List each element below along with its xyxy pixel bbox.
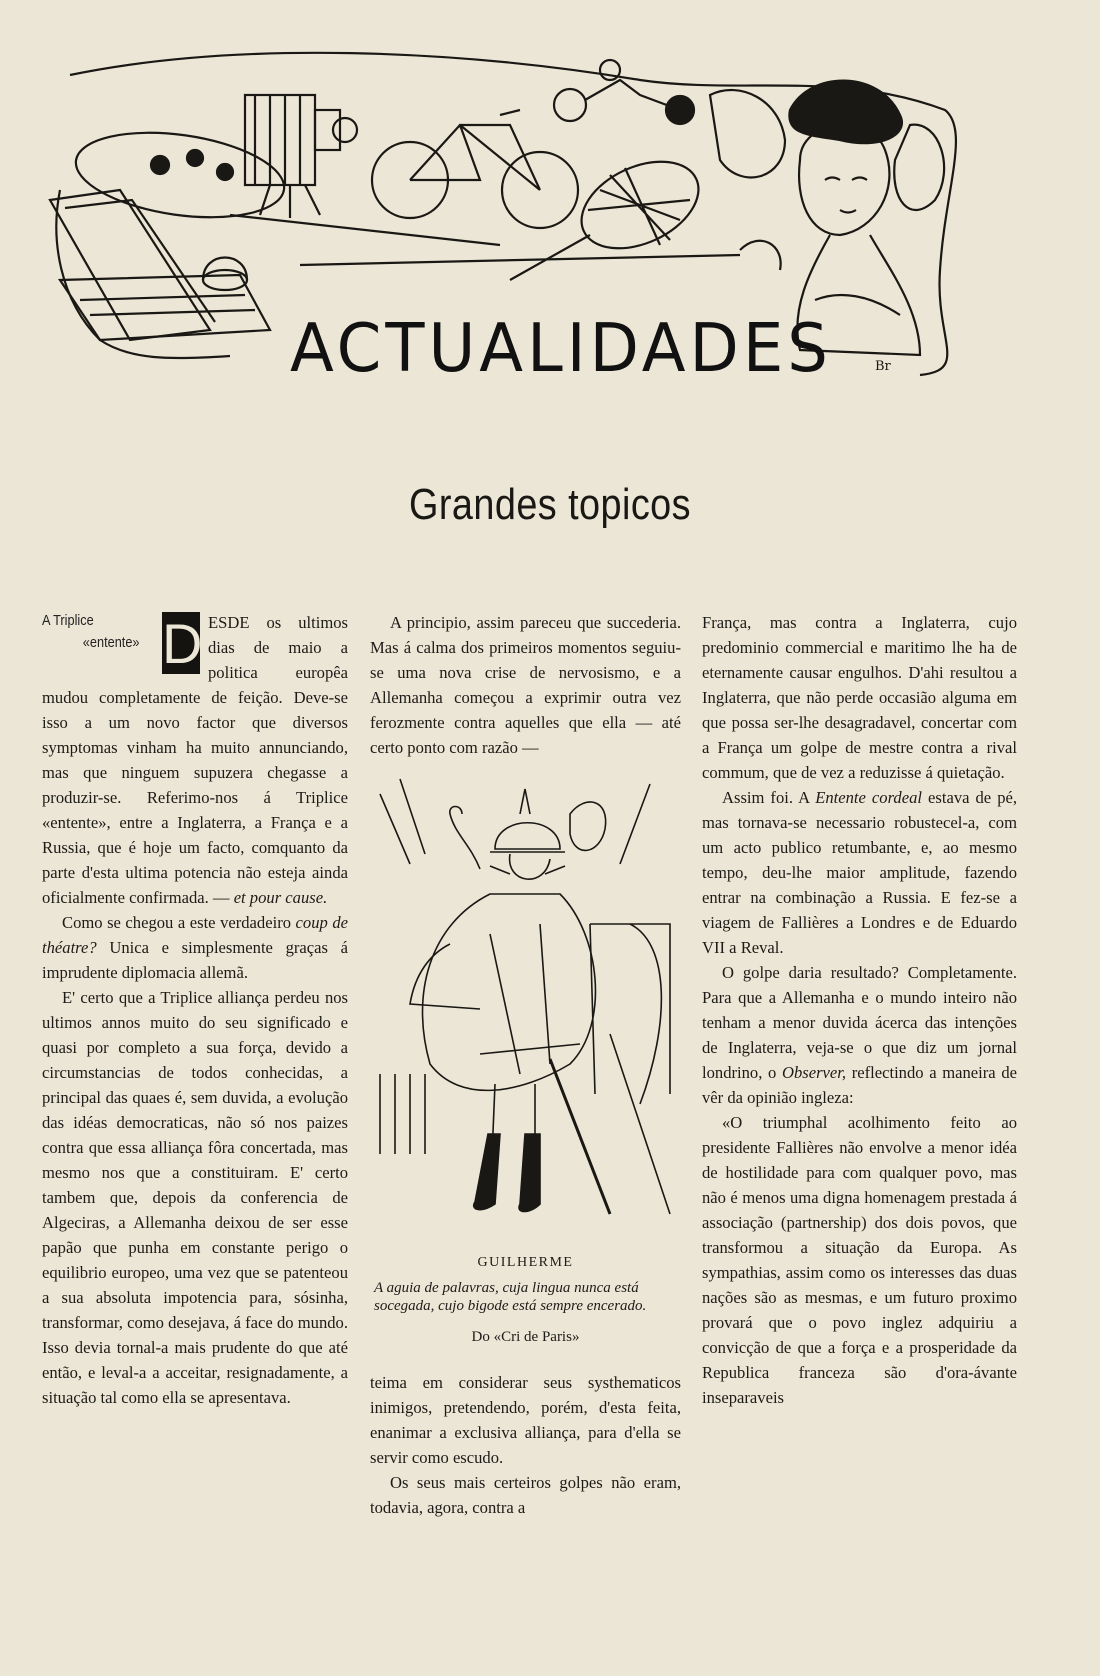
article-column-1	[42, 610, 348, 1410]
paragraph-italic: Observer,	[781, 1063, 847, 1082]
article-column-2	[370, 610, 681, 1520]
marginal-note	[42, 610, 144, 672]
caption-text: A aguia de palavras, cuja lingua nunca está socegada, cujo bigode está sempre encerado.	[374, 1280, 647, 1314]
paragraph-text: O golpe daria resultado? Completamente. Para que a Allemanha e o mundo inteiro não tenham a menor duvida ácerca das intenções de Inglaterra, veja-se o que diz um jornal londrino, o	[702, 963, 1017, 1082]
marginal-note-line-2: «entente»	[82, 634, 140, 651]
paragraph: Os seus mais certeiros golpes não eram, todavia, agora, contra a	[370, 1473, 681, 1517]
marginal-note-line-1: A Triplice	[42, 612, 94, 629]
paragraph: teima em considerar seus systhematicos inimigos, pretendendo, porém, d'esta feita, enanimar a exclusiva alliança, para d'ella se servir como escudo.	[370, 1373, 681, 1467]
illustrator-signature: Br	[875, 359, 891, 374]
paragraph-text: Como se chegou a este verdadeiro	[62, 913, 292, 932]
caption-title: GUILHERME	[477, 1255, 574, 1270]
caption-source: Do «Cri de Paris»	[471, 1329, 580, 1345]
paragraph	[702, 960, 1017, 1110]
paragraph: A principio, assim pareceu que succederia. Mas á calma dos primeiros momentos seguiu-se uma nova crise de nervosismo, e a Allemanha começou a exprimir outra vez ferozmente contra aquelles que ella — até certo ponto com razão —	[370, 613, 681, 757]
paragraph-italic: coup de théatre?	[42, 913, 348, 957]
paragraph	[42, 910, 348, 985]
paragraph-text: reflectindo a maneira de vêr da opinião ingleza:	[702, 1063, 1017, 1107]
paragraph: «O triumphal acolhimento feito ao presidente Fallières não envolve a menor idéa de hostilidade para com qualquer povo, mas não é menos uma digna homenagem prestada á associação (partnership) dos dois povos, que transformou a situação da Europa. As sympathias, assim como os interesses das duas nações são as mesmas, e um futuro proximo provará que o povo inglez adquiriu a convicção de que a força e a prosperidade da Republica franceza são d'ora-ávante inseparaveis	[702, 1113, 1017, 1407]
masthead-title: ACTUALIDADES	[290, 310, 832, 388]
paragraph-text: Assim foi. A	[722, 788, 810, 807]
masthead-illustration	[40, 40, 1015, 415]
paragraph-text: Unica e simplesmente graças á imprudente diplomacia allemã.	[42, 938, 348, 982]
article-column-3	[702, 610, 1017, 1410]
paragraph-italic: et pour cause.	[233, 888, 328, 907]
paragraph-text: ESDE os ultimos dias de maio a politica europêa mudou completamente de feição. Deve-se isso a um novo factor que diversos symptomas vinham ha muito annunciando, mas que ninguem supuzera chegasse a produzir-se. Referimo-nos á Triplice «entente», entre a Inglaterra, a França e a Russia, que é hoje um facto, comquanto da parte d'esta ultima potencia não esteja ainda oficialmente confirmada. —	[42, 613, 348, 907]
kaiser-cartoon-drawing	[370, 774, 681, 1244]
paragraph: França, mas contra a Inglaterra, cujo predominio commercial e maritimo lhe ha de eternamente causar engulhos. D'ahi resultou a Inglaterra, que não perde occasião alguma em que possa ser-lhe desagradavel, concertar com a França um golpe de mestre contra a rival commum, que de vez a reduzisse á quietação.	[702, 613, 1017, 782]
article-headline: Grandes topicos	[409, 480, 691, 529]
cartoon-illustration	[370, 774, 681, 1244]
drop-cap: D	[162, 612, 203, 675]
paragraph-text: estava de pé, mas tornava-se necessario robustecel-a, com um acto publico retumbante, e, ao mesmo tempo, deu-lhe maior amplitude, fazendo entrar na combinação a Russia. E fez-se a viagem de Fallières a Londres e de Eduardo VII a Reval.	[702, 788, 1018, 957]
paragraph: E' certo que a Triplice alliança perdeu nos ultimos annos muito do seu significado e quasi por completo a sua força, devido a circumstancias de todos conhecidas, a principal das quaes é, sem duvida, a evolução das idéas democraticas, não só nos paizes contra que essa alliança fôra concertada, mas mesmo nos que a constituiram. E' certo tambem que, depois da conferencia de Algeciras, a Allemanha deixou de ser esse papão que punha em constante perigo o equilibrio europeo, uma vez que se patenteou a sua absoluta impotencia para, sósinha, transformar, como desejava, á face do mundo. Isso devia tornal-a mais prudente do que até então, e leval-a a acceitar, resignadamente, a situação tal como ella se apresentava.	[42, 988, 348, 1407]
paragraph-italic: Entente cordeal	[815, 788, 922, 807]
paragraph	[702, 785, 1017, 960]
